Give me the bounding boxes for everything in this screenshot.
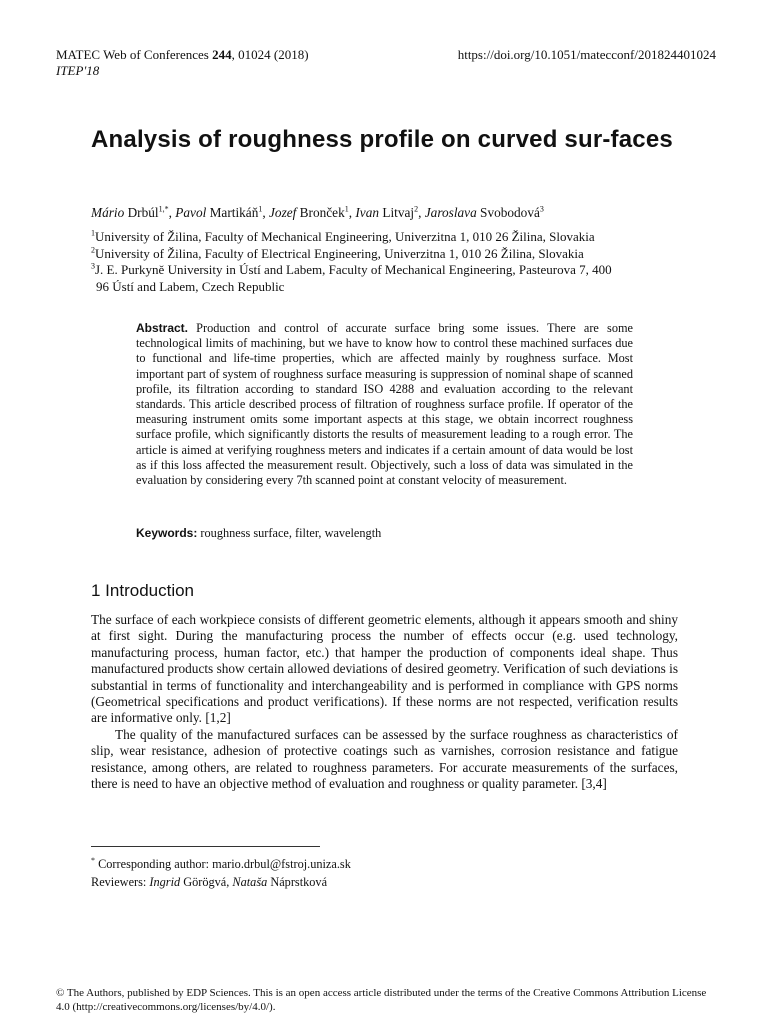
author-list: Mário Drbúl$^{1,*}$, Pavol Martikáň$^1$, Jozef Bronček$^1$, Ivan Litvaj$^2$, Jaroslava Svobodová$^3$	[91, 204, 544, 220]
license-notice: © The Authors, published by EDP Sciences. This is an open access article distributed under the terms of the Creative Commons Attribution License 4.0 (http://creativecommons.org/licenses/by/4.0/).	[56, 987, 707, 1013]
paper-title: Analysis of roughness profile on curved sur-faces	[91, 126, 673, 153]
author-given-name: Jaroslava	[424, 205, 477, 220]
affiliation: $^2$University of Žilina, Faculty of Electrical Engineering, Univerzitna 1, 010 26 Žilina, Slovakia	[91, 245, 584, 261]
affiliation: $^3$J. E. Purkyně University in Ústí and Labem, Faculty of Mechanical Engineering, Pasteurova 7, 400	[91, 261, 612, 277]
paragraph: The quality of the manufactured surfaces can be assessed by the surface roughness as characteristics of slip, wear resistance, adhesion of protective coatings such as varnishes, corrosion resistance and fatigue resistance, among others, are related to roughness parameters. For accurate measurements of the surfaces, there is need to have an objective method of evaluation and roughness or quality parameter. [3,4]	[91, 726, 678, 792]
abstract	[136, 321, 633, 488]
conference-name: ITEP'18	[56, 63, 100, 78]
author-family-name: Martikáň	[206, 205, 259, 220]
abstract-label: Abstract.	[136, 321, 189, 335]
affiliation: $^1$University of Žilina, Faculty of Mechanical Engineering, Univerzitna 1, 010 26 Žilina, Slovakia	[91, 228, 595, 244]
abstract-text: Production and control of accurate surface bring some issues. There are some technological limits of machining, but we have to know how to control these machined surfaces due to functional and life-time properties, which are affected mainly by roughness surface. Most important part of system of roughness surface measuring is suppression of nominal shape of scanned profile, its filtration according to standard ISO 4288 and evaluation according to the relevant standards. This article described process of filtration of roughness surface profile. If operator of the measuring instrument omits some important aspects at this stage, we obtain incorrect roughness surface profile, which significantly distorts the results of measurement leading to a rough error. The article is aimed at verifying roughness meters and indicates if a certain amount of data would be lost as if this loss affected the measurement result. Objectively, such a loss of data was simulated in the evaluation by considering every 7th scanned point at constant velocity of measurement.	[136, 321, 633, 488]
keywords-label: Keywords:	[136, 526, 198, 540]
author-given-name: Ivan	[355, 205, 380, 220]
section-body	[91, 612, 678, 792]
author-family-name: Svobodová	[476, 205, 540, 220]
section-heading: 1 Introduction	[91, 581, 195, 600]
keywords	[136, 525, 381, 541]
author-family-name: Bronček	[296, 205, 345, 220]
affiliation: 96 Ústí and Labem, Czech Republic	[96, 278, 285, 294]
affiliation-list	[91, 229, 691, 295]
doi-link[interactable]: https://doi.org/10.1051/matecconf/201824401024	[457, 47, 716, 62]
author-given-name: Pavol	[175, 205, 207, 220]
running-header	[56, 47, 309, 79]
footnote	[91, 855, 351, 891]
author-given-name: Mário	[91, 205, 125, 220]
journal-citation: MATEC Web of Conferences 244, 01024 (2018)	[56, 47, 309, 62]
corresponding-author: * Corresponding author: mario.drbul@fstroj.uniza.sk	[91, 855, 351, 871]
volume-number: 244	[212, 47, 232, 62]
paragraph: The surface of each workpiece consists of different geometric elements, although it appears smooth and shiny at first sight. During the manufacturing process the number of effects occur (e.g. used technology, manufacturing process, human factor, etc.) that hamper the production of components ideal shape. Thus manufactured products show certain allowed deviations of desired geometry. Verification of such deviations is substantial in terms of functionality and interchangeability and is performed in compliance with GPS norms (Geometrical specifications and product verifications). If these norms are not respected, verification results are informative only. [1,2]	[91, 612, 678, 726]
footnote-divider	[91, 846, 320, 847]
keywords-text: roughness surface, filter, wavelength	[197, 526, 382, 540]
author-family-name: Litvaj	[379, 205, 415, 220]
reviewers: Reviewers: Ingrid Görögvá, Nataša Náprstková	[91, 875, 328, 889]
author-family-name: Drbúl	[124, 205, 159, 220]
author-given-name: Jozef	[269, 205, 297, 220]
